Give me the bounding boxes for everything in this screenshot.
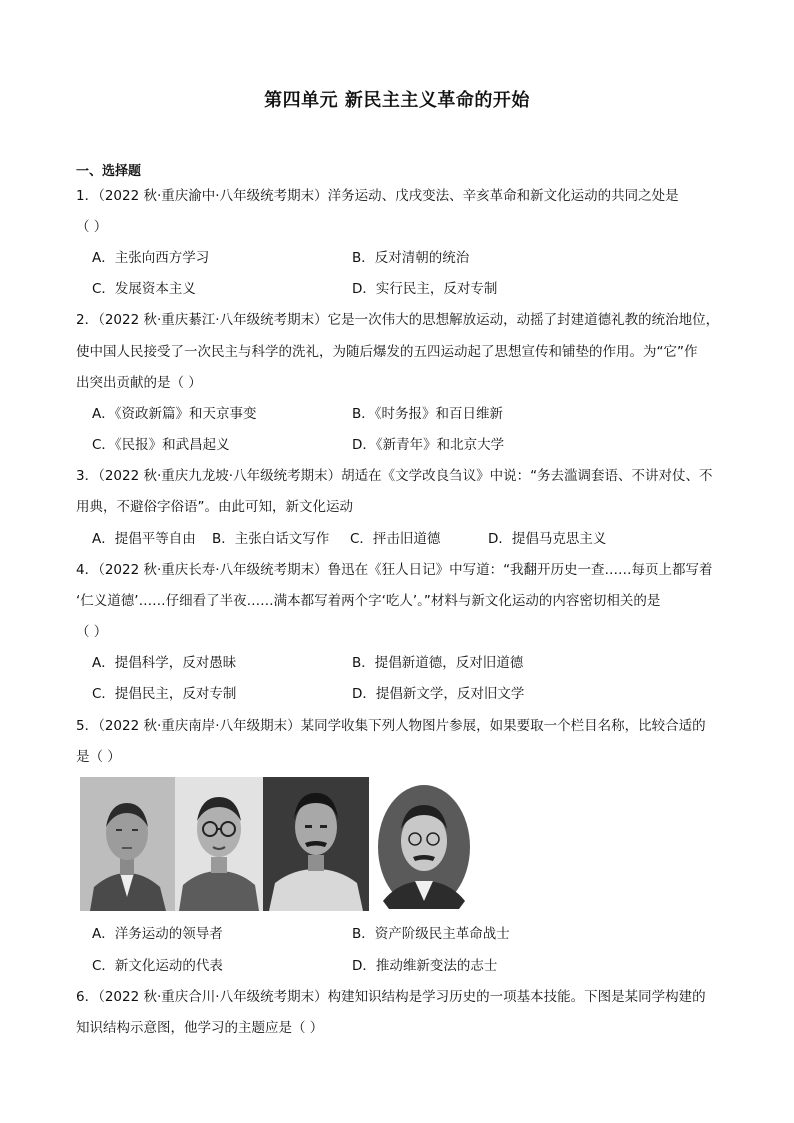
q3-stem-line2: 用典，不避俗字俗语”。由此可知，新文化运动: [76, 499, 353, 515]
q4-option-c: C．提倡民主，反对专制: [92, 686, 237, 702]
q5-option-d: D．推动维新变法的志士: [352, 958, 498, 974]
q4-stem-line3: （ ）: [76, 624, 108, 640]
q5-stem-line2: 是（ ）: [76, 749, 121, 765]
q1-option-d: D．实行民主，反对专制: [352, 281, 498, 297]
q3-option-d: D．提倡马克思主义: [488, 531, 607, 547]
q2-option-d: D．《新青年》和北京大学: [352, 437, 505, 453]
q4-stem-line2: ‘仁义道德’……仔细看了半夜……满本都写着两个字‘吃人’。”材料与新文化运动的内容密切相关的是: [76, 593, 661, 609]
q2-stem-line3: 出突出贡献的是（ ）: [76, 375, 202, 391]
q5-stem-line1: 5．（2022 秋·重庆南岸·八年级期末）某同学收集下列人物图片参展，如果要取一个栏目名称，比较合适的: [76, 718, 706, 734]
portrait-photo-2: [175, 777, 263, 911]
portrait-photo-4: [369, 777, 479, 911]
q6-stem-line1: 6．（2022 秋·重庆合川·八年级统考期末）构建知识结构是学习历史的一项基本技能。下图是某同学构建的: [76, 989, 706, 1005]
portrait-photo-3: [263, 777, 369, 911]
q4-option-a: A．提倡科学，反对愚昧: [92, 655, 237, 671]
portrait-photo-1: [80, 777, 175, 911]
q1-option-a: A．主张向西方学习: [92, 250, 210, 266]
q1-stem-line2: （ ）: [76, 219, 108, 235]
q6-stem-line2: 知识结构示意图，他学习的主题应是（ ）: [76, 1020, 324, 1036]
q2-option-b: B．《时务报》和百日维新: [352, 406, 504, 422]
section-heading: 一、选择题: [76, 164, 142, 179]
q1-stem-line1: 1．（2022 秋·重庆渝中·八年级统考期末）洋务运动、戊戌变法、辛亥革命和新文化运动的共同之处是: [76, 188, 679, 204]
q2-option-c: C．《民报》和武昌起义: [92, 437, 230, 453]
q5-option-b: B．资产阶级民主革命战士: [352, 926, 510, 942]
q5-option-c: C．新文化运动的代表: [92, 958, 223, 974]
q2-option-a: A．《资政新篇》和天京事变: [92, 406, 257, 422]
page-title: 第四单元 新民主主义革命的开始: [264, 90, 530, 111]
q4-option-b: B．提倡新道德，反对旧道德: [352, 655, 524, 671]
q3-option-a: A．提倡平等自由: [92, 531, 196, 547]
q3-stem-line1: 3．（2022 秋·重庆九龙坡·八年级统考期末）胡适在《文学改良刍议》中说：“务去滥调套语、不讲对仗、不: [76, 468, 713, 484]
q3-option-c: C．抨击旧道德: [350, 531, 441, 547]
q4-stem-line1: 4．（2022 秋·重庆长寿·八年级统考期末）鲁迅在《狂人日记》中写道：“我翻开历史一查……每页上都写着: [76, 562, 713, 578]
q2-stem-line2: 使中国人民接受了一次民主与科学的洗礼，为随后爆发的五四运动起了思想宣传和铺垫的作用。为“它”作: [76, 344, 698, 360]
q3-option-b: B．主张白话文写作: [212, 531, 330, 547]
q1-option-b: B．反对清朝的统治: [352, 250, 470, 266]
q1-option-c: C．发展资本主义: [92, 281, 196, 297]
q2-stem-line1: 2．（2022 秋·重庆綦江·八年级统考期末）它是一次伟大的思想解放运动，动摇了封建道德礼教的统治地位，: [76, 312, 720, 328]
q4-option-d: D．提倡新文学，反对旧文学: [352, 686, 525, 702]
q5-option-a: A．洋务运动的领导者: [92, 926, 223, 942]
